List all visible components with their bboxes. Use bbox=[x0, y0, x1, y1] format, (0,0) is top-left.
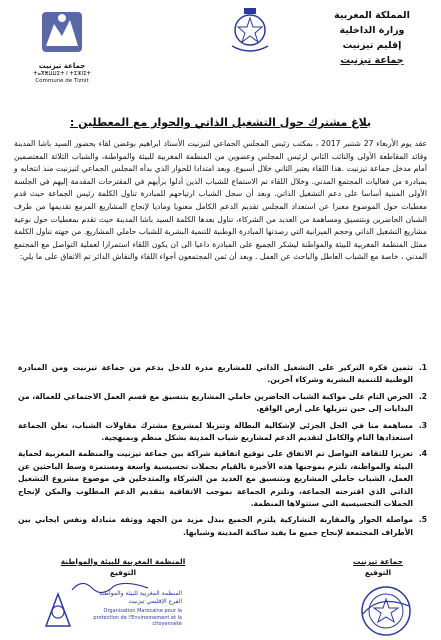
organization-logo-icon bbox=[40, 590, 76, 630]
organization-signature-block bbox=[58, 556, 188, 578]
item-text: مواصلة الحوار والمقاربة التشاركية يلتزم الجميع ببذل مزيد من الجهد ووثقة متبادلة ونفس ايجابي بين الأطراف المجتمعة لإنجاح جميع ما يفيد ساكنة المدينة وشبابها. bbox=[18, 515, 413, 537]
center-emblem bbox=[210, 6, 290, 62]
signature-scribble-icon bbox=[70, 576, 150, 596]
item-number: 4. bbox=[418, 449, 427, 459]
commune-logo-icon bbox=[36, 6, 88, 58]
commune-line: جماعة تيزنيت bbox=[340, 55, 404, 66]
item-number: 2. bbox=[418, 391, 427, 401]
stamp-arabic-line-1: المنظمة المغربية للبيئة والمواطنة bbox=[99, 590, 182, 597]
logo-arabic-text: جماعة تيزنيت bbox=[38, 62, 86, 70]
logo-latin-text: Commune de Tiznit bbox=[35, 78, 89, 84]
intro-paragraph: عقد يوم الأربعاء 27 شتنبر 2017 ، بمكتب رئيس المجلس الجماعي لتيزنيت الأستاذ ابراهيم بوغضن لقاء بحضور السيد باشا المدينة وقائد المقاطعة الأولى والنائب الثاني لرئيس المجلس وعضوين من المنظمة المغربية للبيئة والمواطنة، والشباب الثلاثة المعتصمين أمام مدخل جماعة تيزنيت .هذا اللقاء يعتبر الثاني خلال أسبوع. وبعد امتدادا للحوار الذي بدأه المجلس الجماعي لتيزنيت منذ انتخابه و بمبادرة من فعاليات المجتمع المدني. وخلال اللقاء تم الاستماع للشباب الذين أدلوا برأيهم في المقترحات المقدمة إليهم في الجلسة الأولى المبنية أساسا على دعم التشغيل الذاتي. وبعد أن سجل الشباب ارتياحهم للمبادرة تناول الكلمة رئيس الجماعة حيث قدم معطيات حول الموضوع معبرا عن استعداد المجلس تقديم الدعم الكامل معنويا وماديا لإنجاح المشاريع المزمع تقديمها من طرف الشبان الحاضرين وبتنسيق ومساهمة من العديد من الشركاء، تناول بعدها الكلمة السيد باشا المدينة حيث تقدم بمعطيات حول نوعية مشاريع التشغيل الذاتي وحجم الميزانية التي رصدتها المبادرة الوطنية للتنمية البشرية للشباب حاملي المشاريع. من جهته تناول الكلمة ممثل المنظمة المغربية للبيئة والمواطنة ليشكر الجميع على المبادرة داعيا الى ان يكون اللقاء استمرارا لعملية التواصل مع المجتمع المدني ، خاصة مع الشباب العاطل والباحث عن العمل . وبعد أن ثمن المجتمعون أجواء اللقاء والنقاش الدائر تم الاتفاق على ما يلي: bbox=[14, 139, 427, 262]
commune-signature-block bbox=[333, 556, 423, 578]
ministry-line: وزارة الداخلية bbox=[339, 25, 405, 36]
item-text: تثمين فكرة التركيز على التشغيل الذاتي للمشاريع مدرة للدخل بدعم من جماعة تيزنيت ومن المبادرة الوطنية للتنمية البشرية وشركاء آخرين. bbox=[18, 363, 413, 385]
list-item bbox=[18, 362, 427, 387]
organization-signature-label: التوقيع bbox=[109, 568, 137, 577]
organization-stamp-latin: Organisation Marocaine pour la protection de l'Environnement et la citoyenneté bbox=[93, 608, 182, 627]
list-item bbox=[18, 420, 427, 445]
kingdom-line: المملكة المغربية bbox=[334, 10, 410, 21]
commune-signature-label: التوقيع bbox=[364, 568, 392, 577]
item-number: 1. bbox=[418, 363, 427, 372]
commune-signature-org: جماعة تيزنيت bbox=[353, 557, 403, 566]
stamp-arabic-line-2: الفرع الإقليمي تيزنيت bbox=[128, 598, 182, 605]
logo-tifinagh-text: ⵜⴰⴳⴻⵡⵡⵉⵜ ⵏ ⵜⵉⵣⵏⵉⵜ bbox=[33, 71, 91, 77]
item-text: تعزيزا للثقافة التواصل تم الاتفاق على توقيع اتفاقية شراكة بين جماعة تيزنيت والمنظمة المغربية لحماية البيئة والمواطنة، تلتزم بموجبها هذه الأخيرة بالقيام بحملات تحسيسية واسعة ومستمرة وسط الباحثين عن العمل، الشباب حاملي المشاريع وبتنسيق مع العديد من الشركاء والمتدخلين في موضوع مشروع التشغيل الذاتي الذي اقترحته الجماعة، وتلتزم الجماعة بموجب الاتفاقية بتقديم الدعم المطلوب والمكن لإنجاح الحملات التحسيسية التي ستتولاها المنظمة. bbox=[18, 449, 413, 509]
commune-stamp-icon bbox=[359, 584, 413, 638]
header-authority-block bbox=[317, 8, 427, 68]
item-number: 5. bbox=[418, 515, 427, 525]
list-item bbox=[18, 514, 427, 539]
list-item bbox=[18, 391, 427, 416]
commune-logo-block bbox=[12, 6, 112, 85]
agreement-list bbox=[18, 362, 427, 543]
list-item bbox=[18, 448, 427, 510]
item-text: الحرص التام على مواكبة الشباب الحاضرين حاملي المشاريع بتنسيق مع قسم العمل الاجتماعي للعمالة، من البدايات إلى حين تنزيلها على أرض الواقع. bbox=[18, 391, 413, 414]
document-title: بلاغ مشترك حول التشغيل الذاتي والحوار مع المعطلين : bbox=[69, 116, 372, 129]
moroccan-emblem-icon bbox=[224, 6, 276, 58]
item-number: 3. bbox=[418, 420, 427, 430]
item-text: مساهمة منا في الحل الجزئي لإشكالية البطالة وتنزيلا لمشروع مشترك مقاولات الشباب، تعلن الجماعة استعدادها التام والكامل لتقديم الدعم لمشاريع شباب المدينة بشكل منظم وبمنهجية. bbox=[18, 420, 413, 443]
organization-signature-org: المنظمة المغربية للبيئة والمواطنة bbox=[60, 557, 186, 566]
province-line: إقليم تيزنيت bbox=[342, 40, 402, 51]
